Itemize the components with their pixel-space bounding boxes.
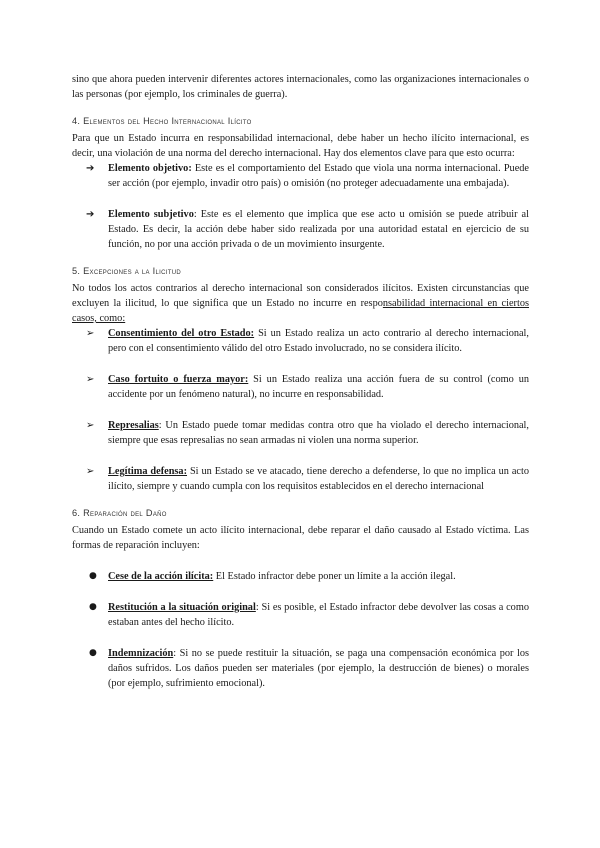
triangle-bullet-icon: ➢ [86, 420, 95, 431]
list-item [72, 161, 529, 191]
item-term: Restitución a la situación original [108, 602, 256, 613]
arrow-bullet-icon: ➔ [86, 163, 95, 174]
item-term: Legítima defensa: [108, 466, 188, 477]
section-6-heading: 6. Reparación del Daño [72, 508, 167, 518]
item-term: Indemnización [108, 648, 174, 659]
item-term: Caso fortuito o fuerza mayor: [108, 374, 249, 385]
item-text: El Estado infractor debe poner un límite a la acción ilegal. [213, 571, 456, 582]
list-item [72, 600, 529, 630]
intro-paragraph: sino que ahora pueden intervenir diferentes actores internacionales, como las organizaciones internacionales o las personas (por ejemplo, los criminales de guerra). [72, 74, 529, 100]
section-6-paragraph: Cuando un Estado comete un acto ilícito internacional, debe reparar el daño causado al Estado víctima. Las formas de reparación incluyen: [72, 525, 529, 551]
list-item [72, 646, 529, 691]
item-text: : Un Estado puede tomar medidas contra otro que ha violado el derecho internacional, siempre que esas represalias no sean armadas ni violen una norma superior. [108, 420, 529, 446]
item-text: : Si es posible, el Estado infractor debe devolver las cosas a como estaban antes del hecho ilícito. [108, 602, 529, 628]
list-item [72, 569, 529, 584]
item-text: Si un Estado realiza un acto contrario al derecho internacional, pero con el consentimiento válido del otro Estado involucrado, no se considera ilícito. [108, 328, 529, 354]
dot-bullet-icon: ● [89, 648, 97, 658]
document-page [72, 72, 529, 703]
triangle-bullet-icon: ➢ [86, 374, 95, 385]
triangle-bullet-icon: ➢ [86, 328, 95, 339]
section-5-paragraph [72, 281, 529, 326]
section-5 [72, 264, 529, 494]
section-5-list [72, 326, 529, 494]
item-term: Elemento subjetivo [108, 209, 194, 220]
section-5-heading: 5. Excepciones a la Ilicitud [72, 266, 181, 276]
paragraph-text: No todos los actos contrarios al derecho internacional son considerados ilícitos. Existen circunstancias que excluyen la ilicitud, lo que significa que un Estado no incurre en respo [72, 283, 529, 309]
item-term: Consentimiento del otro Estado: [108, 328, 255, 339]
list-item [72, 207, 529, 252]
list-item [72, 372, 529, 402]
item-text: Si un Estado realiza una acción fuera de su control (como un accidente por un fenómeno natural), no incurre en responsabilidad. [108, 374, 529, 400]
item-term: Represalias [108, 420, 159, 431]
dot-bullet-icon: ● [89, 571, 97, 581]
section-4-paragraph: Para que un Estado incurra en responsabilidad internacional, debe haber un hecho ilícito internacional, es decir, una violación de una norma del derecho internacional. Hay dos elementos clave para que esto ocurra: [72, 133, 529, 159]
item-text: : Este es el elemento que implica que ese acto u omisión se puede atribuir al Estado. Es decir, la acción debe haber sido realizada por una autoridad estatal en ejercicio de su función, no por una acción privada o de un movimiento insurgente. [108, 209, 529, 250]
list-item [72, 464, 529, 494]
item-text: : Si no se puede restituir la situación, se paga una compensación económica por los daños sufridos. Los daños pueden ser materiales (por ejemplo, la destrucción de bienes) o morales (por ejemplo, sufrimiento emocional). [108, 648, 529, 689]
section-6-list [72, 569, 529, 691]
item-term: Elemento objetivo: [108, 163, 192, 174]
section-4 [72, 114, 529, 252]
paragraph-underlined-text: nsabilidad internacional en ciertos casos, como: [72, 298, 529, 324]
arrow-bullet-icon: ➔ [86, 209, 95, 220]
list-item [72, 326, 529, 356]
item-text: Si un Estado se ve atacado, tiene derecho a defenderse, lo que no implica un acto ilícito, siempre y cuando cumpla con los requisitos establecidos en el derecho internacional [108, 466, 529, 492]
section-6 [72, 506, 529, 691]
triangle-bullet-icon: ➢ [86, 466, 95, 477]
section-4-list [72, 161, 529, 252]
section-4-heading: 4. Elementos del Hecho Internacional Ilícito [72, 116, 252, 126]
list-item [72, 418, 529, 448]
item-text: Este es el comportamiento del Estado que viola una norma internacional. Puede ser acción (por ejemplo, invadir otro país) o omisión (no proteger adecuadamente una embajada). [108, 163, 529, 189]
item-term: Cese de la acción ilícita: [108, 571, 214, 582]
dot-bullet-icon: ● [89, 602, 97, 612]
